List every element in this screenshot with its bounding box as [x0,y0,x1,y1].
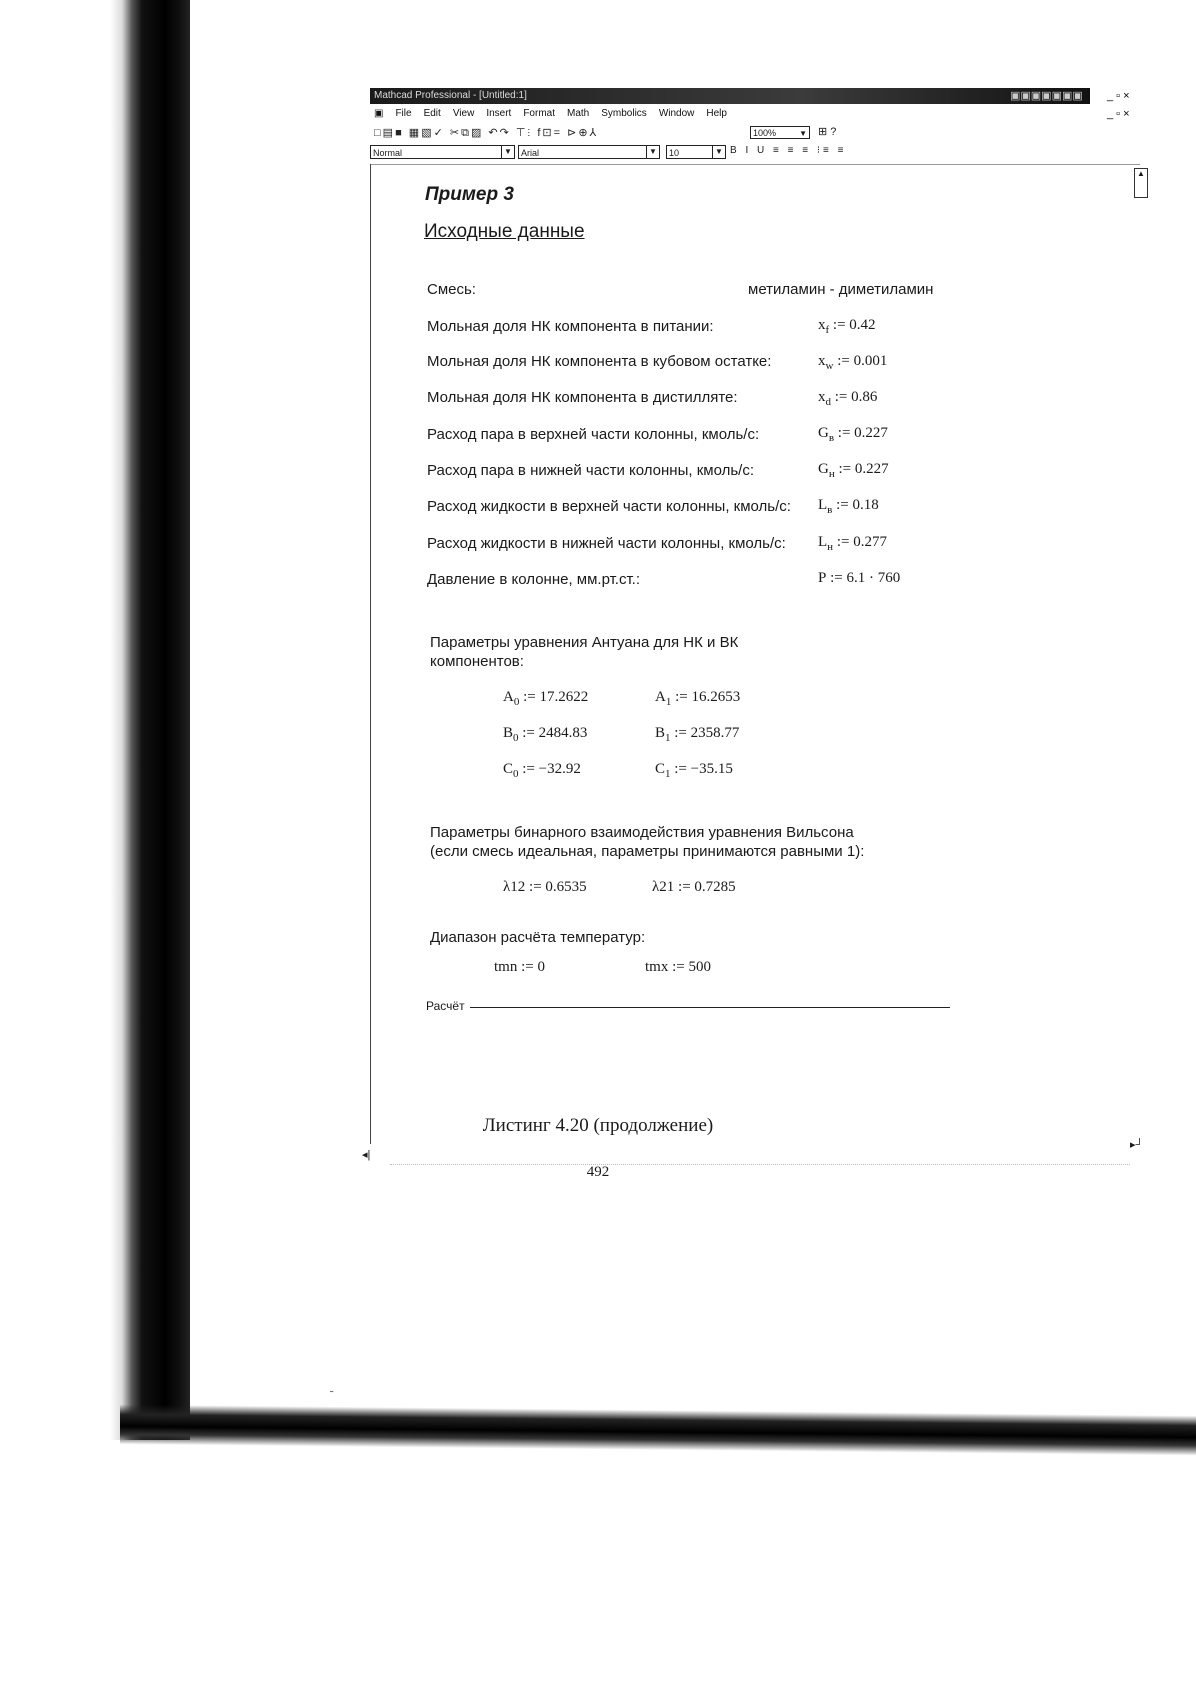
mathcad-window [362,88,1150,1168]
window-title: Mathcad Professional - [Untitled:1] [374,90,527,101]
document-controls[interactable]: _ ▫ × [1107,108,1130,120]
canvas-top-edge [370,164,1140,165]
scroll-corner[interactable]: ▸┘ [1130,1139,1144,1151]
menu-help[interactable]: Help [706,108,727,119]
size-select[interactable] [666,145,726,159]
chevron-down-icon: ▼ [501,146,514,158]
zoom-select[interactable] [750,126,810,139]
param-expression[interactable]: $x_f$ := 0.42 [818,317,876,336]
param-label: Расход пара в нижней части колонны, кмоль/с: [427,462,754,479]
spell-icon[interactable]: ✓ [433,127,445,139]
page-bottom-shadow [120,1404,1196,1455]
lambda21-expression[interactable]: λ21 := 0.7285 [652,879,736,895]
scroll-left-arrow[interactable]: ◂| [362,1149,371,1161]
param-label: Расход жидкости в нижней части колонны, кмоль/с: [427,535,786,552]
chevron-down-icon: ▼ [712,146,725,158]
calc-icon[interactable]: = [553,127,563,139]
standard-toolbar[interactable] [370,124,930,142]
scan-speck: ˜ [330,1390,334,1401]
param-label: Расход пара в верхней части колонны, кмоль/с: [427,426,760,443]
formatting-toolbar [370,145,970,161]
open-icon[interactable]: ▤ [382,127,396,139]
menu-math[interactable]: Math [567,108,590,119]
section-heading: Исходные данные [424,221,585,242]
size-value: 10 [669,148,680,158]
scroll-up-arrow[interactable]: ▲ [1134,168,1148,198]
mixture-label: Смесь: [427,281,476,298]
titlebar-icons: ▣▣▣▣▣▣▣ [1010,90,1083,102]
align-icon[interactable]: ⊤ [515,127,528,139]
antoine-c0[interactable]: $C_0$ := −32.92 [503,761,581,780]
region-label: Расчёт [426,999,465,1013]
example-heading: Пример 3 [425,184,514,205]
param-expression[interactable]: $L_в$ := 0.18 [818,497,879,516]
menu-insert[interactable]: Insert [486,108,512,119]
undo-icon[interactable]: ↶ [488,127,500,139]
lambda12-expression[interactable]: λ12 := 0.6535 [503,879,587,895]
param-expression[interactable]: $G_в$ := 0.227 [818,425,888,444]
tmx-expression[interactable]: tmx := 500 [645,959,711,975]
menubar [370,106,1150,122]
param-expression[interactable]: $x_d$ := 0.86 [818,389,878,408]
antoine-label-cont: компонентов: [430,653,524,670]
save-icon[interactable]: ■ [395,127,404,139]
preview-icon[interactable]: ▧ [421,127,434,139]
copy-icon[interactable]: ⧉ [461,127,471,139]
page-number: 492 [586,1164,610,1180]
chevron-down-icon: ▼ [646,146,659,158]
canvas-left-edge [370,164,371,1144]
param-label: Расход жидкости в верхней части колонны, кмоль/с: [427,498,791,515]
antoine-a1[interactable]: $A_1$ := 16.2653 [655,689,741,708]
zoom-value: 100% [753,128,777,138]
menu-window[interactable]: Window [658,108,695,119]
cut-icon[interactable]: ✂ [449,127,462,139]
menu-format[interactable]: Format [523,108,555,119]
print-icon[interactable]: ▦ [408,127,422,139]
param-expression[interactable]: $G_н$ := 0.227 [818,461,889,480]
resource-icon[interactable]: ⊕ [578,127,590,139]
menu-icon[interactable]: ▣ [374,108,384,119]
mixture-value: метиламин - диметиламин [748,281,934,298]
tmn-expression[interactable]: tmn := 0 [494,959,545,975]
component-icon[interactable]: ⊳ [567,127,579,139]
paste-icon[interactable]: ▨ [470,127,484,139]
text-format-buttons[interactable]: B I U ≡ ≡ ≡ ⁝≡ ≡ [730,145,847,156]
param-expression[interactable]: $L_н$ := 0.277 [818,534,887,553]
menu-view[interactable]: View [452,108,475,119]
font-value: Arial [521,148,540,158]
temp-range-label: Диапазон расчёта температур: [430,929,646,946]
antoine-c1[interactable]: $C_1$ := −35.15 [655,761,733,780]
insert-icon[interactable]: ⫶ [527,127,533,139]
style-select[interactable] [370,145,515,159]
antoine-b0[interactable]: $B_0$ := 2484.83 [503,725,588,744]
window-titlebar [370,88,1090,104]
menu-symbolics[interactable]: Symbolics [601,108,647,119]
tools-icon[interactable]: ⅄ [589,127,599,139]
menu-file[interactable]: File [395,108,412,119]
wilson-label: Параметры бинарного взаимодействия уравнения Вильсона [430,824,854,841]
style-value: Normal [373,148,403,158]
antoine-b1[interactable]: $B_1$ := 2358.77 [655,725,740,744]
chevron-down-icon: ▼ [799,129,807,138]
unit-icon[interactable]: ⊡ [542,127,554,139]
redo-icon[interactable]: ↷ [499,127,511,139]
param-label: Мольная доля НК компонента в дистилляте: [427,389,738,406]
region-divider[interactable] [470,1007,950,1008]
wilson-label-cont: (если смесь идеальная, параметры принимаются равными 1): [430,843,865,860]
param-expression[interactable]: $x_w$ := 0.001 [818,353,888,372]
param-label: Мольная доля НК компонента в питании: [427,318,714,335]
antoine-a0[interactable]: $A_0$ := 17.2622 [503,689,589,708]
menu-edit[interactable]: Edit [423,108,441,119]
font-select[interactable] [518,145,660,159]
help-icon[interactable]: ⊞ ? [818,126,837,138]
book-binding-shadow [0,0,190,1440]
param-label: Мольная доля НК компонента в кубовом остатке: [427,353,772,370]
new-icon[interactable]: □ [374,127,383,139]
window-controls[interactable]: _ ▫ × [1107,90,1130,102]
param-label: Давление в колонне, мм.рт.ст.: [427,571,641,588]
listing-caption: Листинг 4.20 (продолжение) [482,1115,714,1136]
function-icon[interactable]: f [537,127,543,139]
param-expression[interactable]: P := 6.1 · 760 [818,570,901,586]
antoine-label: Параметры уравнения Антуана для НК и ВК [430,634,739,651]
